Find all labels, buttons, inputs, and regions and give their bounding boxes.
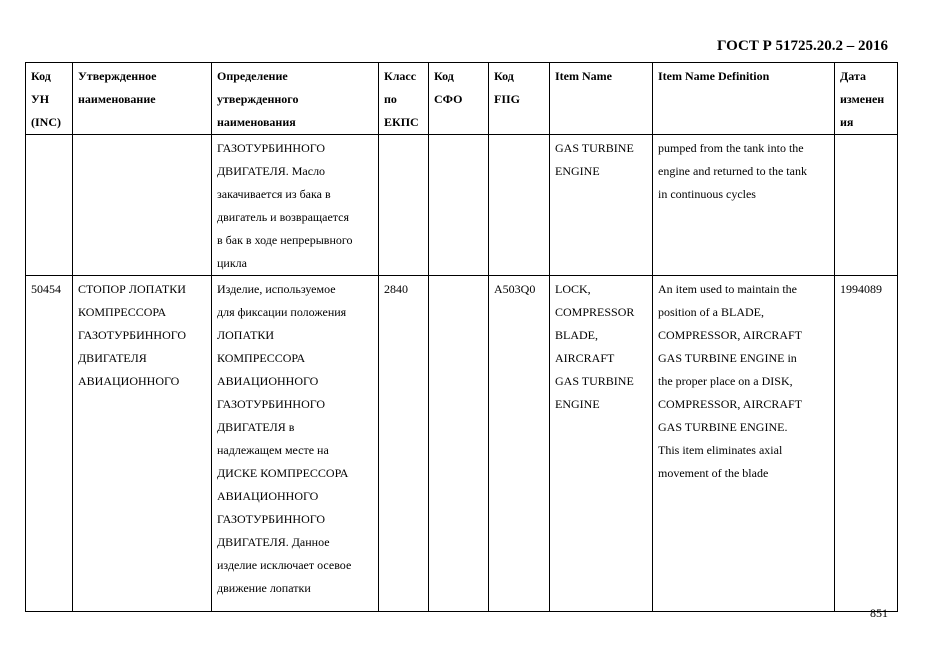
cell-line: СТОПОР ЛОПАТКИ [78, 282, 186, 296]
header-line: ия [840, 115, 854, 129]
col-class-header [379, 63, 429, 135]
col-date-cell [835, 135, 898, 276]
cell-line: engine and returned to the tank [658, 164, 807, 178]
col-definition-cell [212, 276, 379, 612]
cell-line: АВИАЦИОННОГО [217, 374, 319, 388]
cell-line: GAS TURBINE ENGINE. [658, 420, 788, 434]
header-line: наименование [78, 92, 156, 106]
cell-line: This item eliminates axial [658, 443, 783, 457]
cell-line: ENGINE [555, 397, 600, 411]
cell-line: in continuous cycles [658, 187, 756, 201]
header-line: FIIG [494, 92, 521, 106]
col-fiig-cell [489, 276, 550, 612]
col-definition-cell [212, 135, 379, 276]
col-class-cell [379, 276, 429, 612]
cell-line: ГАЗОТУРБИННОГО [217, 397, 326, 411]
cell-line: двигатель и возвращается [217, 210, 350, 224]
cell-line: LOCK, [555, 282, 591, 296]
cell-line: надлежащем месте на [217, 443, 329, 457]
col-item-name-cell [550, 135, 653, 276]
col-date-cell [835, 276, 898, 612]
cell-line: COMPRESSOR, AIRCRAFT [658, 397, 803, 411]
cell-line: ENGINE [555, 164, 600, 178]
page-number: 851 [870, 606, 888, 620]
cell-line: в бак в ходе непрерывного [217, 233, 353, 247]
header-line: СФО [434, 92, 463, 106]
cell-line: BLADE, [555, 328, 598, 342]
col-sfo-cell [429, 276, 489, 612]
header-line: Код [434, 69, 454, 83]
col-approved-name-header [73, 63, 212, 135]
cell-line: ЛОПАТКИ [217, 328, 275, 342]
header-line: изменен [840, 92, 885, 106]
col-fiig-cell [489, 135, 550, 276]
cell-line: position of a BLADE, [658, 305, 764, 319]
cell-line: цикла [217, 256, 247, 270]
cell-line: pumped from the tank into the [658, 141, 804, 155]
cell-line: ГАЗОТУРБИННОГО [217, 141, 326, 155]
table-row [26, 276, 898, 612]
catalog-table [25, 62, 898, 612]
header-line: утвержденного [217, 92, 299, 106]
col-approved-name-cell [73, 135, 212, 276]
header-line: Item Name [555, 69, 612, 83]
header-line: Код [31, 69, 51, 83]
header-line: наименования [217, 115, 296, 129]
cell-line: АВИАЦИОННОГО [217, 489, 319, 503]
col-item-def-header [653, 63, 835, 135]
header-line: (INC) [31, 115, 61, 129]
table-header-row [26, 63, 898, 135]
cell-line: Изделие, используемое [217, 282, 336, 296]
cell-line: the proper place on a DISK, [658, 374, 793, 388]
col-inc-cell [26, 276, 73, 612]
cell-value: A503Q0 [494, 282, 536, 296]
table-row [26, 135, 898, 276]
header-line: ЕКПС [384, 115, 419, 129]
col-date-header [835, 63, 898, 135]
cell-line: GAS TURBINE [555, 374, 634, 388]
col-class-cell [379, 135, 429, 276]
cell-line: An item used to maintain the [658, 282, 797, 296]
cell-line: AIRCRAFT [555, 351, 615, 365]
header-line: Дата [840, 69, 866, 83]
cell-line: COMPRESSOR, AIRCRAFT [658, 328, 803, 342]
cell-line: ГАЗОТУРБИННОГО [217, 512, 326, 526]
header-line: по [384, 92, 397, 106]
cell-line: АВИАЦИОННОГО [78, 374, 180, 388]
cell-line: изделие исключает осевое [217, 558, 352, 572]
cell-line: ГАЗОТУРБИННОГО [78, 328, 187, 342]
col-sfo-header [429, 63, 489, 135]
cell-value: 50454 [31, 282, 61, 296]
col-item-name-cell [550, 276, 653, 612]
cell-line: GAS TURBINE ENGINE in [658, 351, 797, 365]
cell-line: movement of the blade [658, 466, 769, 480]
header-line: Код [494, 69, 514, 83]
col-item-name-header [550, 63, 653, 135]
header-line: Определение [217, 69, 288, 83]
cell-line: для фиксации положения [217, 305, 347, 319]
cell-line: КОМПРЕССОРА [217, 351, 306, 365]
col-inc-cell [26, 135, 73, 276]
col-item-def-cell [653, 135, 835, 276]
col-fiig-header [489, 63, 550, 135]
cell-line: ДИСКЕ КОМПРЕССОРА [217, 466, 349, 480]
col-inc-header [26, 63, 73, 135]
cell-value: 1994089 [840, 282, 882, 296]
cell-value: 2840 [384, 282, 408, 296]
cell-line: движение лопатки [217, 581, 311, 595]
cell-line: ДВИГАТЕЛЯ. Масло [217, 164, 326, 178]
header-line: Класс [384, 69, 417, 83]
col-definition-header [212, 63, 379, 135]
header-line: Item Name Definition [658, 69, 770, 83]
cell-line: КОМПРЕССОРА [78, 305, 167, 319]
document-header: ГОСТ Р 51725.20.2 – 2016 [716, 38, 888, 54]
cell-line: ДВИГАТЕЛЯ [78, 351, 147, 365]
col-sfo-cell [429, 135, 489, 276]
header-line: УН [31, 92, 50, 106]
col-approved-name-cell [73, 276, 212, 612]
cell-line: COMPRESSOR [555, 305, 635, 319]
cell-line: ДВИГАТЕЛЯ в [217, 420, 295, 434]
cell-line: ДВИГАТЕЛЯ. Данное [217, 535, 330, 549]
col-item-def-cell [653, 276, 835, 612]
header-line: Утвержденное [78, 69, 157, 83]
cell-line: GAS TURBINE [555, 141, 634, 155]
cell-line: закачивается из бака в [217, 187, 331, 201]
